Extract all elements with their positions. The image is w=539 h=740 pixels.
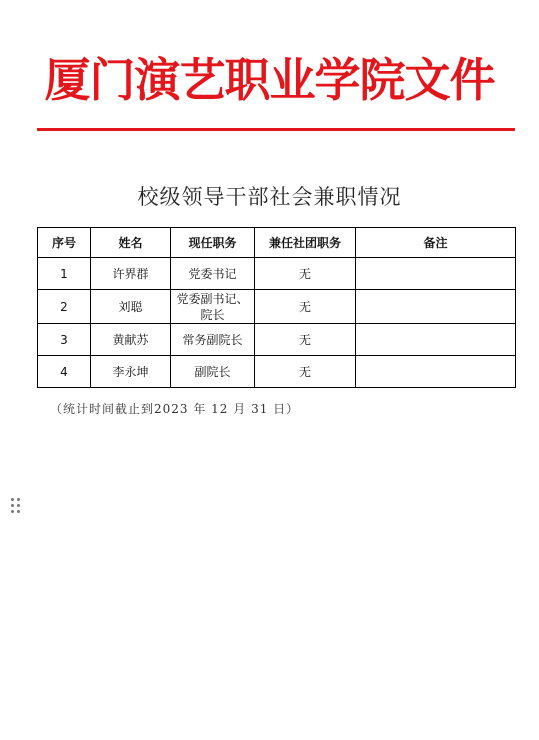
table-row xyxy=(38,290,516,324)
drag-dot xyxy=(11,498,14,501)
header-part-time-position: 兼任社团职务 xyxy=(255,228,356,258)
drag-dot xyxy=(17,504,20,507)
drag-dot xyxy=(11,504,14,507)
statistics-date-note: （统计时间截止到2023 年 12 月 31 日） xyxy=(50,402,300,416)
leader-roster-table xyxy=(37,227,516,388)
cell-remark xyxy=(356,258,516,290)
header-name: 姓名 xyxy=(91,228,171,258)
cell-part-time-position: 无 xyxy=(255,258,356,290)
drag-handle-icon[interactable] xyxy=(11,498,21,514)
cell-part-time-position: 无 xyxy=(255,324,356,356)
cell-serial-number: 1 xyxy=(38,258,91,290)
header-remark: 备注 xyxy=(356,228,516,258)
cell-current-position xyxy=(171,290,255,324)
cell-current-position-line1: 党委副书记、 xyxy=(176,291,249,306)
drag-dot xyxy=(17,498,20,501)
cell-remark xyxy=(356,356,516,388)
cell-name: 许界群 xyxy=(91,258,171,290)
table-row xyxy=(38,356,516,388)
table-header-row xyxy=(38,228,516,258)
cell-name: 黄献苏 xyxy=(91,324,171,356)
cell-serial-number: 3 xyxy=(38,324,91,356)
table-row xyxy=(38,324,516,356)
cell-current-position: 副院长 xyxy=(171,356,255,388)
drag-dot xyxy=(11,510,14,513)
cell-remark xyxy=(356,324,516,356)
cell-remark xyxy=(356,290,516,324)
header-current-position: 现任职务 xyxy=(171,228,255,258)
table-row xyxy=(38,258,516,290)
org-header-title: 厦门演艺职业学院文件 xyxy=(44,53,495,107)
document-title: 校级领导干部社会兼职情况 xyxy=(137,185,402,209)
cell-part-time-position: 无 xyxy=(255,356,356,388)
red-divider-line xyxy=(37,128,515,131)
cell-current-position: 常务副院长 xyxy=(171,324,255,356)
cell-part-time-position: 无 xyxy=(255,290,356,324)
drag-dot xyxy=(17,510,20,513)
header-serial-number: 序号 xyxy=(38,228,91,258)
cell-current-position: 党委书记 xyxy=(171,258,255,290)
cell-serial-number: 2 xyxy=(38,290,91,324)
cell-name: 刘聪 xyxy=(91,290,171,324)
cell-serial-number: 4 xyxy=(38,356,91,388)
cell-current-position-line2: 院长 xyxy=(200,307,225,322)
cell-name: 李永坤 xyxy=(91,356,171,388)
